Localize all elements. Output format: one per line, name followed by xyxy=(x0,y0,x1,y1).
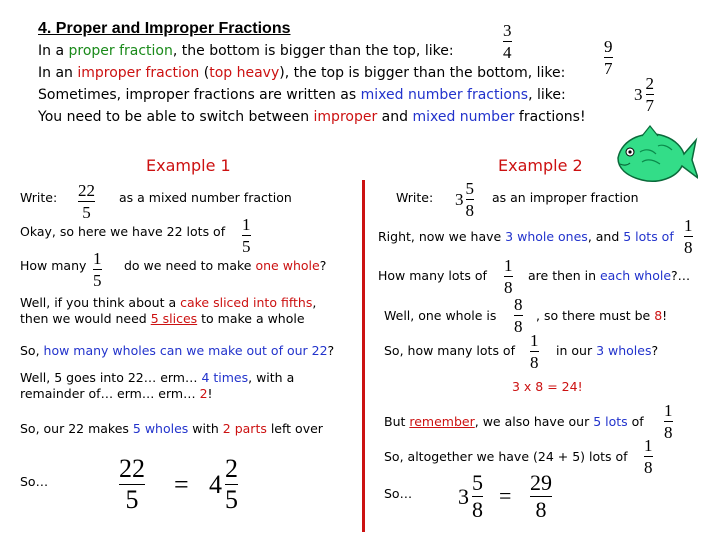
mixed-fraction-example: 3 $\frac{2}{7}$ xyxy=(634,74,654,115)
fish-icon xyxy=(612,124,698,188)
example2-onewhole-a: Well, one whole is xyxy=(384,308,497,323)
example2-result-rhs: 29 8 xyxy=(530,470,552,522)
example1-howmany-a: How many xyxy=(20,258,87,273)
example2-write-label: Write: xyxy=(396,190,434,205)
example2-sohow-text: in our 3 wholes? xyxy=(556,343,659,358)
example2-equals: = xyxy=(499,483,512,508)
example1-result-rhs: 4 $\frac{2}{5}$ xyxy=(209,454,238,514)
example2-howmany-a: How many lots of xyxy=(378,268,487,283)
example2-total-fraction: 1 8 xyxy=(644,436,653,477)
example2-title: Example 2 xyxy=(498,156,583,175)
example2-right-text: Right, now we have 3 whole ones, and 5 lots of xyxy=(378,229,674,244)
intro-line-1: In a proper fraction, the bottom is bigger than the top, like: xyxy=(38,43,454,59)
improper-fraction-example: 9 7 xyxy=(604,37,613,78)
example1-okay-fraction: 1 5 xyxy=(242,215,251,256)
example1-fivegoes-text: Well, 5 goes into 22… erm… 4 times, with a remainder of… erm… erm… 2! xyxy=(20,370,295,401)
example2-sohow-fraction: 1 8 xyxy=(530,331,539,372)
intro-line-4: You need to be able to switch between improper and mixed number fractions! xyxy=(38,109,586,125)
example2-sohow-a: So, how many lots of xyxy=(384,343,515,358)
example1-cake-text: Well, if you think about a cake sliced into fifths, then we would need 5 slices to make a whole xyxy=(20,295,317,326)
example2-onewhole-text: , so there must be 8! xyxy=(536,308,668,323)
example1-equals: = xyxy=(174,470,189,499)
example1-title: Example 1 xyxy=(146,156,231,175)
example2-calc: 3 x 8 = 24! xyxy=(512,379,583,394)
intro-line-2: In an improper fraction (top heavy), the top is bigger than the bottom, like: xyxy=(38,65,566,81)
example2-write-suffix: as an improper fraction xyxy=(492,190,639,205)
intro-line-3: Sometimes, improper fractions are written as mixed number fractions, like: xyxy=(38,87,566,103)
example1-write-fraction: 22 5 xyxy=(78,181,95,222)
page-title: 4. Proper and Improper Fractions xyxy=(38,20,291,37)
example1-howmany-text: do we need to make one whole? xyxy=(124,258,327,273)
example2-result-lhs: 3 $\frac{5}{8}$ xyxy=(458,470,483,522)
example2-right-fraction: 1 8 xyxy=(684,216,693,257)
proper-fraction-example: 3 4 xyxy=(503,21,512,62)
example2-howmany-text: are then in each whole?… xyxy=(528,268,691,283)
example2-onewhole-fraction: 8 8 xyxy=(514,295,523,336)
example1-so-label: So… xyxy=(20,474,49,489)
example1-write-suffix: as a mixed number fraction xyxy=(119,190,292,205)
example1-write-label: Write: xyxy=(20,190,58,205)
example2-so-label: So… xyxy=(384,486,413,501)
example1-soour-text: So, our 22 makes 5 wholes with 2 parts left over xyxy=(20,421,323,436)
example1-result-lhs: 22 5 xyxy=(119,454,145,514)
example2-but-fraction: 1 8 xyxy=(664,401,673,442)
example1-sohow-text: So, how many wholes can we make out of our 22? xyxy=(20,343,335,358)
example2-but-text: But remember, we also have our 5 lots of xyxy=(384,414,644,429)
example2-howmany-fraction: 1 8 xyxy=(504,256,513,297)
example1-okay-text: Okay, so here we have 22 lots of xyxy=(20,224,226,239)
example2-write-fraction: 3 $\frac{5}{8}$ xyxy=(455,179,474,220)
column-divider xyxy=(362,180,365,532)
example2-total-text: So, altogether we have (24 + 5) lots of xyxy=(384,449,628,464)
example1-howmany-fraction: 1 5 xyxy=(93,249,102,290)
